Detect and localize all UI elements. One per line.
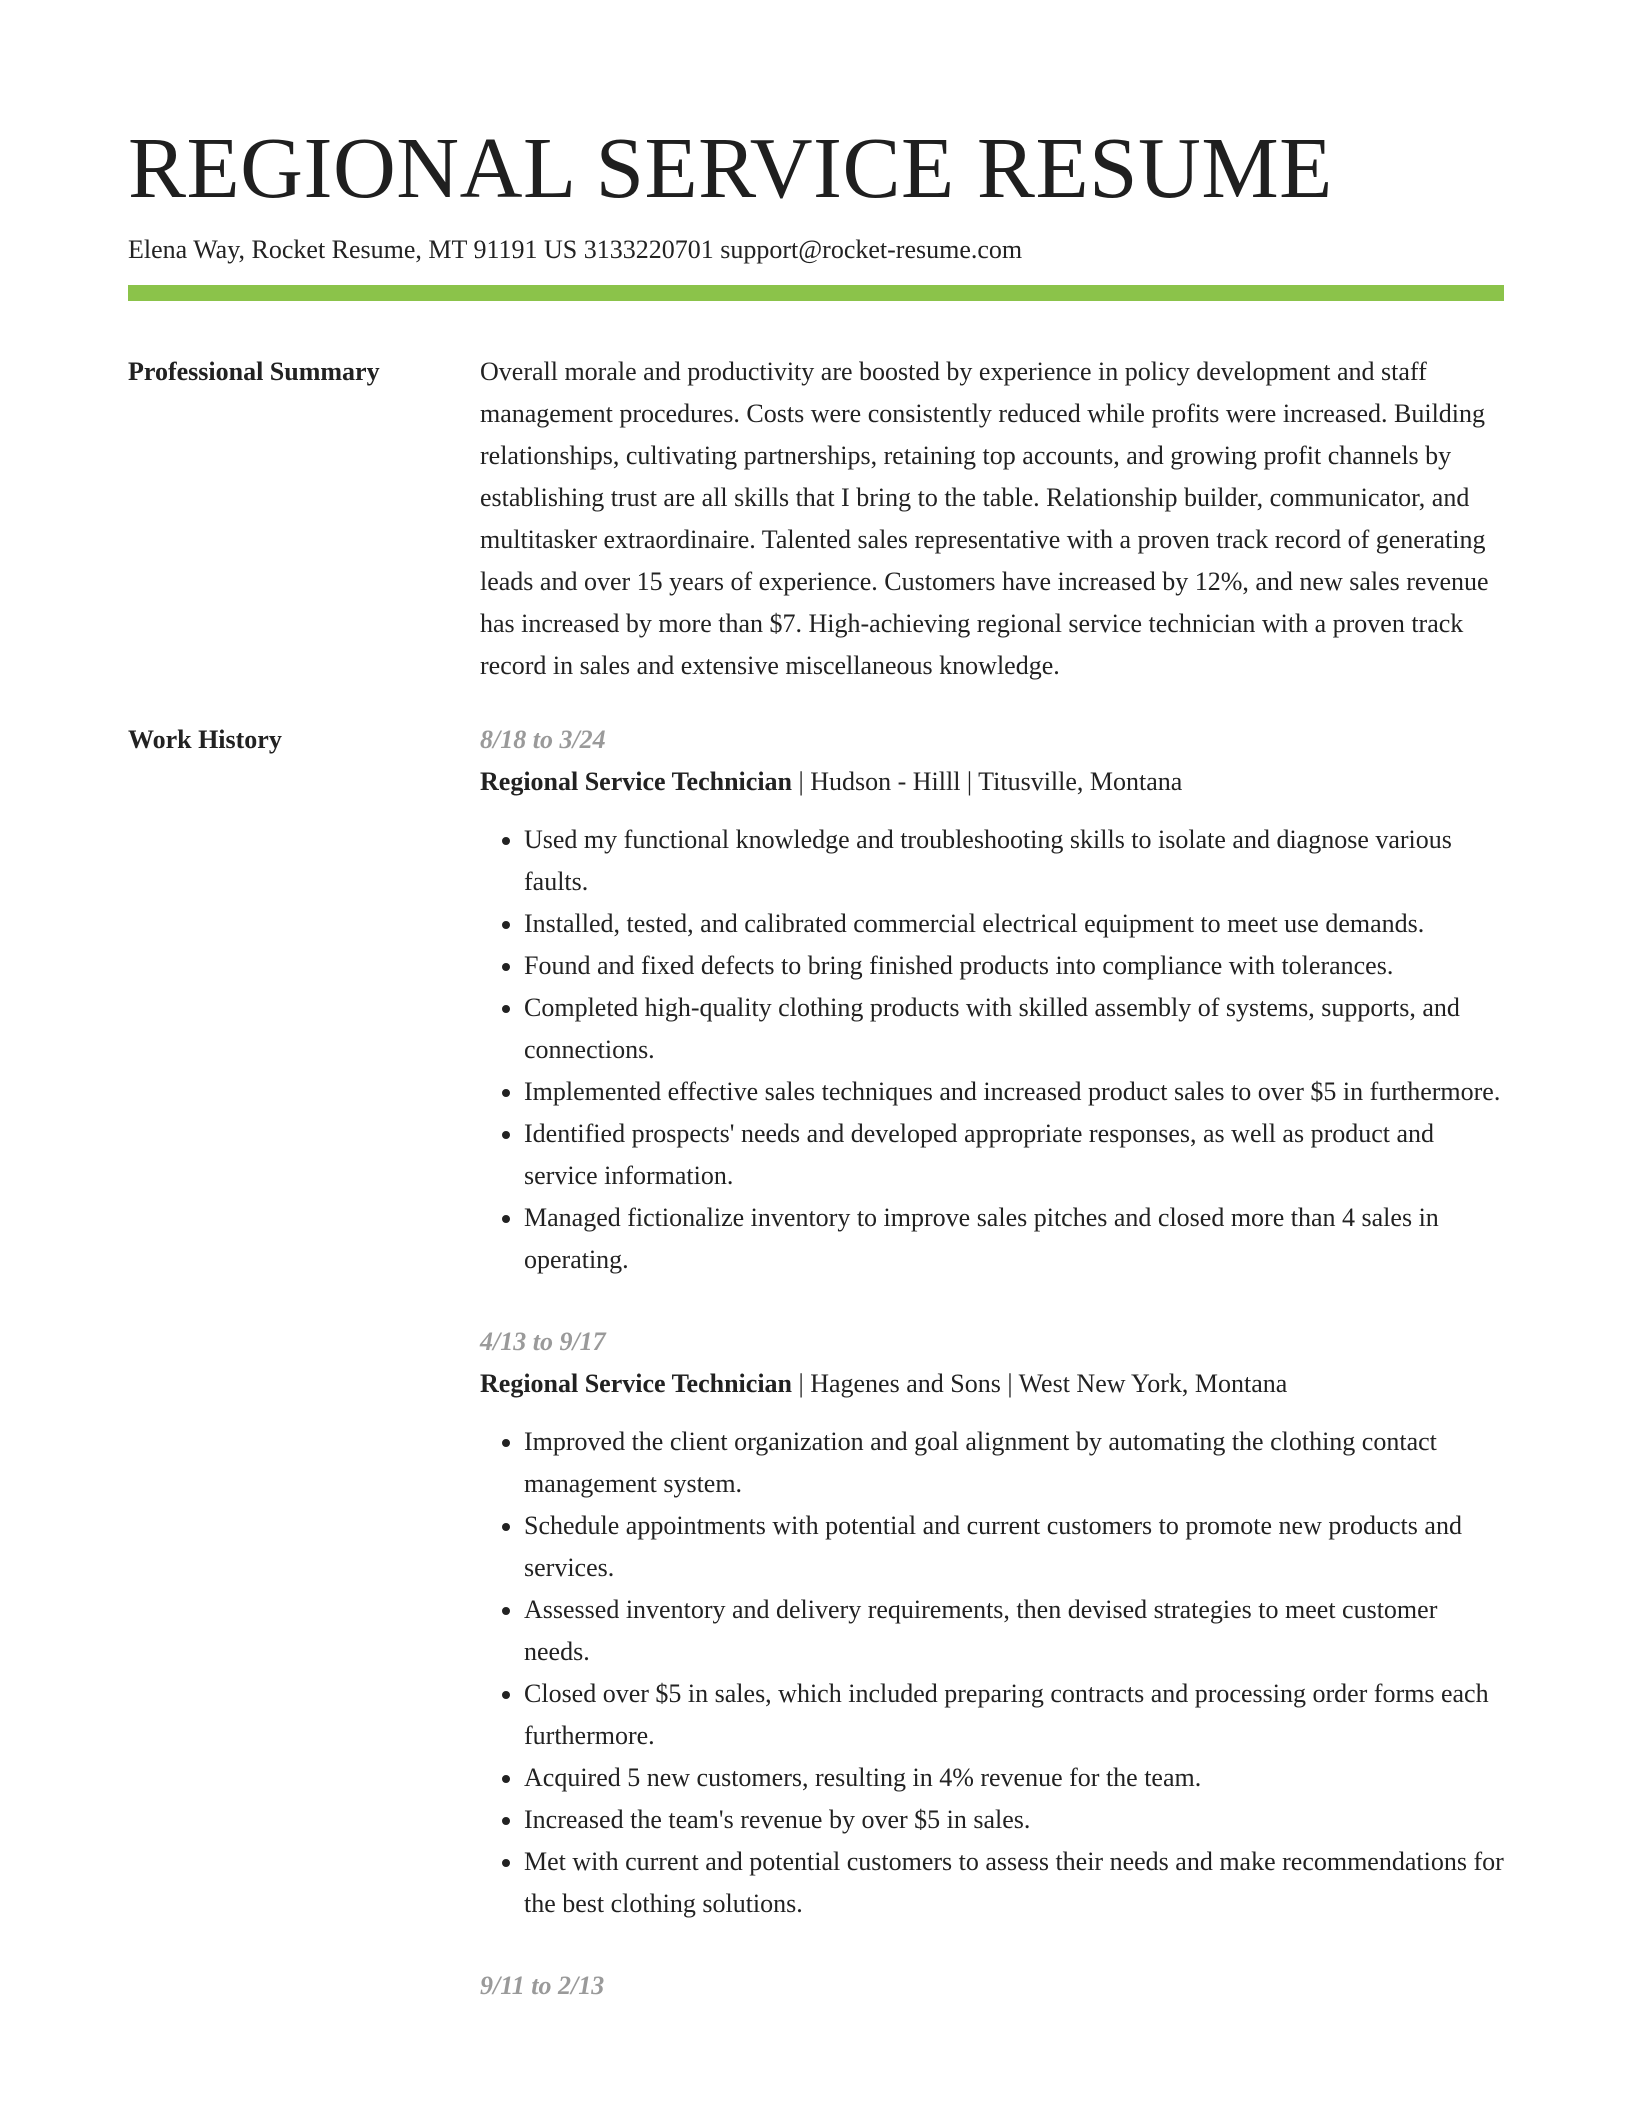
- job-bullet: • Installed, tested, and calibrated commercial electrical equipment to meet use demands.: [524, 903, 1504, 945]
- job-bullet: • Managed fictionalize inventory to improve sales pitches and closed more than 4 sales in operating.: [524, 1197, 1504, 1281]
- job-bullet: • Schedule appointments with potential and current customers to promote new products and services.: [524, 1505, 1504, 1589]
- job-bullets: [480, 819, 1504, 1281]
- summary-text: Overall morale and productivity are boosted by experience in policy development and staff management procedures. Costs were consistently reduced while profits were increased. Building relationships, cultivating partnerships, retaining top accounts, and growing profit channels by establishing trust are all skills that I bring to the table. Relationship builder, communicator, and multitasker extraordinaire. Talented sales representative with a proven track record of generating leads and over 15 years of experience. Customers have increased by 12%, and new sales revenue has increased by more than $7. High-achieving regional service technician with a proven track record in sales and extensive miscellaneous knowledge.: [480, 357, 1489, 680]
- job-bullet: • Increased the team's revenue by over $5 in sales.: [524, 1799, 1504, 1841]
- job-bullets: [480, 1421, 1504, 1925]
- job-heading: [480, 761, 1504, 803]
- job-title: Regional Service Technician: [480, 1369, 792, 1398]
- section-label-work-history: Work History: [128, 725, 282, 754]
- job-employer-location: | Hagenes and Sons | West New York, Montana: [792, 1369, 1288, 1398]
- job-entry: [480, 1965, 1504, 2007]
- job-bullet: • Assessed inventory and delivery requirements, then devised strategies to meet customer needs.: [524, 1589, 1504, 1673]
- resume-page: [128, 118, 1504, 2047]
- contact-line: Elena Way, Rocket Resume, MT 91191 US 3133220701 support@rocket-resume.com: [128, 235, 1023, 264]
- job-bullet: • Found and fixed defects to bring finished products into compliance with tolerances.: [524, 945, 1504, 987]
- job-bullet: • Acquired 5 new customers, resulting in 4% revenue for the team.: [524, 1757, 1504, 1799]
- job-heading: [480, 1363, 1504, 1405]
- job-bullet: • Completed high-quality clothing products with skilled assembly of systems, supports, and connections.: [524, 987, 1504, 1071]
- job-bullet: • Implemented effective sales techniques and increased product sales to over $5 in furthermore.: [524, 1071, 1504, 1113]
- job-dates: 8/18 to 3/24: [480, 725, 606, 754]
- job-bullet: • Improved the client organization and goal alignment by automating the clothing contact management system.: [524, 1421, 1504, 1505]
- accent-divider: [128, 285, 1504, 301]
- resume-title: REGIONAL SERVICE RESUME: [128, 119, 1333, 216]
- job-bullet: • Closed over $5 in sales, which included preparing contracts and processing order forms each furthermore.: [524, 1673, 1504, 1757]
- job-employer-location: | Hudson - Hilll | Titusville, Montana: [792, 767, 1183, 796]
- job-entry: [480, 1321, 1504, 1925]
- job-dates: 4/13 to 9/17: [480, 1327, 606, 1356]
- job-bullet: • Met with current and potential customers to assess their needs and make recommendations for the best clothing solutions.: [524, 1841, 1504, 1925]
- job-title: Regional Service Technician: [480, 767, 792, 796]
- job-entry: [480, 719, 1504, 1281]
- work-history-body: [480, 719, 1504, 2047]
- job-dates: 9/11 to 2/13: [480, 1971, 605, 2000]
- section-label-professional-summary: Professional Summary: [128, 357, 380, 386]
- job-bullet: • Used my functional knowledge and troubleshooting skills to isolate and diagnose various faults.: [524, 819, 1504, 903]
- professional-summary-section: [128, 351, 1504, 687]
- job-bullet: • Identified prospects' needs and developed appropriate responses, as well as product and service information.: [524, 1113, 1504, 1197]
- work-history-section: [128, 719, 1504, 2047]
- summary-body: [480, 351, 1504, 687]
